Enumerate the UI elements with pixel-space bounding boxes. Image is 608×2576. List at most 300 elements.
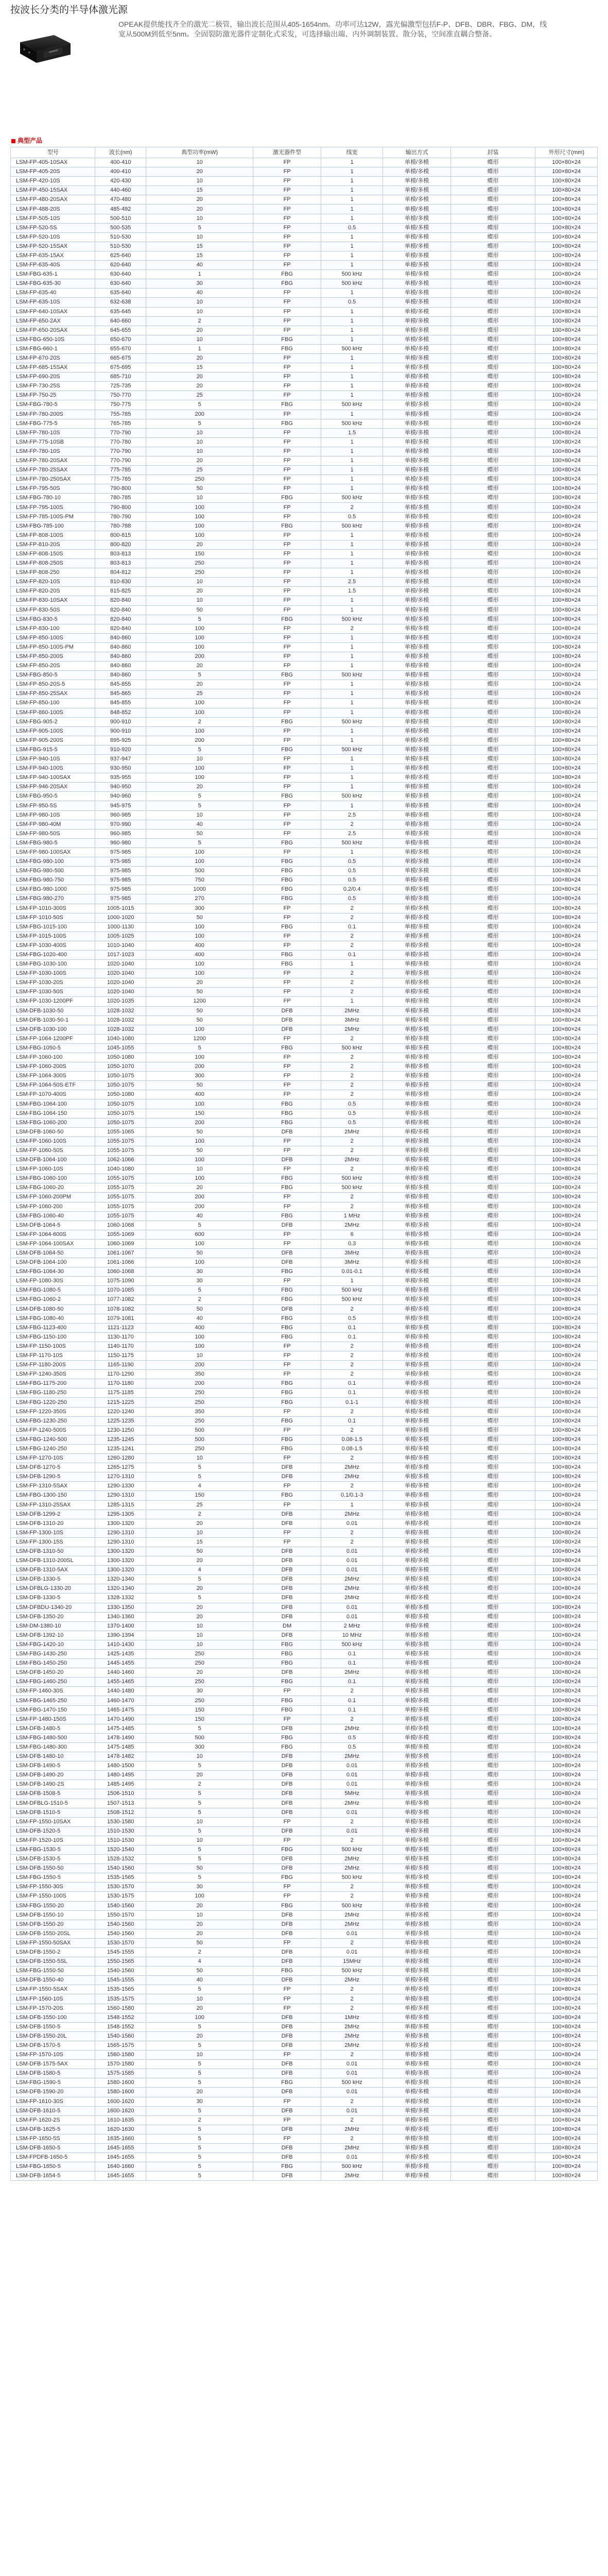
cell-wavelength: 640-660 <box>95 316 146 326</box>
cell-package: 蝶形 <box>450 1519 535 1528</box>
cell-laser-type: DFB <box>253 1864 321 1873</box>
cell-dimensions: 100×80×24 <box>535 2069 598 2078</box>
cell-power: 5 <box>146 2078 253 2088</box>
table-row <box>11 568 598 578</box>
cell-dimensions: 100×80×24 <box>535 232 598 242</box>
cell-output: 单模/多模 <box>383 326 451 335</box>
cell-laser-type: FBG <box>253 1650 321 1659</box>
cell-package: 蝶形 <box>450 867 535 876</box>
table-row <box>11 1109 598 1118</box>
cell-power: 100 <box>146 642 253 652</box>
cell-dimensions: 100×80×24 <box>535 941 598 950</box>
cell-model: LSM-DFB-1392-10 <box>11 1631 95 1640</box>
table-row <box>11 773 598 783</box>
cell-linewidth: 0.01-0.1 <box>321 1267 383 1277</box>
cell-dimensions: 100×80×24 <box>535 1547 598 1556</box>
table-row <box>11 382 598 391</box>
cell-output: 单模/多模 <box>383 1575 451 1584</box>
cell-model: LSM-DFB-1480-10 <box>11 1752 95 1761</box>
cell-model: LSM-DFB-1490-20 <box>11 1771 95 1780</box>
cell-dimensions: 100×80×24 <box>535 363 598 372</box>
cell-linewidth: 2 <box>321 1994 383 2004</box>
cell-package: 蝶形 <box>450 1621 535 1631</box>
cell-output: 单模/多模 <box>383 1127 451 1137</box>
cell-wavelength: 780-785 <box>95 494 146 503</box>
cell-package: 蝶形 <box>450 1640 535 1649</box>
cell-output: 单模/多模 <box>383 1650 451 1659</box>
table-row <box>11 1594 598 1603</box>
cell-wavelength: 1460-1470 <box>95 1696 146 1705</box>
table-row <box>11 531 598 540</box>
cell-wavelength: 1230-1250 <box>95 1426 146 1435</box>
cell-wavelength: 630-640 <box>95 270 146 279</box>
cell-power: 50 <box>146 1081 253 1090</box>
cell-output: 单模/多模 <box>383 382 451 391</box>
cell-wavelength: 1020-1035 <box>95 997 146 1006</box>
cell-wavelength: 770-790 <box>95 428 146 437</box>
cell-linewidth: 2 <box>321 820 383 829</box>
cell-laser-type: FBG <box>253 521 321 531</box>
cell-package: 蝶形 <box>450 382 535 391</box>
cell-wavelength: 1370-1400 <box>95 1621 146 1631</box>
cell-output: 单模/多模 <box>383 1510 451 1519</box>
cell-output: 单模/多模 <box>383 801 451 810</box>
cell-linewidth: 2 <box>321 1165 383 1174</box>
cell-output: 单模/多模 <box>383 1547 451 1556</box>
cell-power: 50 <box>146 1864 253 1873</box>
cell-linewidth: 2MHz <box>321 1668 383 1677</box>
cell-wavelength: 1520-1540 <box>95 1845 146 1854</box>
table-row <box>11 1826 598 1836</box>
cell-dimensions: 100×80×24 <box>535 1621 598 1631</box>
cell-output: 单模/多模 <box>383 922 451 931</box>
cell-output: 单模/多模 <box>383 1910 451 1920</box>
table-row <box>11 279 598 289</box>
cell-dimensions: 100×80×24 <box>535 1650 598 1659</box>
table-row <box>11 1855 598 1864</box>
cell-output: 单模/多模 <box>383 1528 451 1537</box>
cell-linewidth: 2 <box>321 2004 383 2013</box>
cell-linewidth: 10 MHz <box>321 1631 383 1640</box>
cell-wavelength: 1645-1655 <box>95 2153 146 2162</box>
cell-dimensions: 100×80×24 <box>535 1426 598 1435</box>
cell-dimensions: 100×80×24 <box>535 1239 598 1248</box>
cell-linewidth: 500 kHz <box>321 2162 383 2172</box>
table-row <box>11 205 598 214</box>
cell-linewidth: 2MHz <box>321 1156 383 1165</box>
cell-dimensions: 100×80×24 <box>535 419 598 428</box>
cell-output: 单模/多模 <box>383 1239 451 1248</box>
cell-output: 单模/多模 <box>383 596 451 605</box>
cell-model: LSM-FP-505-10S <box>11 214 95 223</box>
cell-linewidth: 0.1 <box>321 1379 383 1388</box>
cell-power: 40 <box>146 1976 253 1985</box>
cell-laser-type: DFB <box>253 2153 321 2162</box>
cell-model: LSM-FP-1060-200PM <box>11 1193 95 1202</box>
cell-laser-type: FP <box>253 642 321 652</box>
cell-laser-type: DFB <box>253 1799 321 1808</box>
cell-dimensions: 100×80×24 <box>535 494 598 503</box>
cell-output: 单模/多模 <box>383 2013 451 2022</box>
cell-laser-type: FP <box>253 1137 321 1146</box>
cell-linewidth: 500 kHz <box>321 1967 383 1976</box>
cell-power: 250 <box>146 568 253 578</box>
cell-dimensions: 100×80×24 <box>535 922 598 931</box>
cell-package: 蝶形 <box>450 540 535 549</box>
cell-package: 蝶形 <box>450 1528 535 1537</box>
cell-model: LSM-FP-795-50S <box>11 484 95 494</box>
cell-output: 单模/多模 <box>383 1640 451 1649</box>
cell-output: 单模/多模 <box>383 997 451 1006</box>
cell-wavelength: 1550-1565 <box>95 1957 146 1967</box>
cell-linewidth: 1 <box>321 335 383 344</box>
cell-dimensions: 100×80×24 <box>535 1668 598 1677</box>
cell-dimensions: 100×80×24 <box>535 1864 598 1873</box>
cell-laser-type: FP <box>253 605 321 615</box>
cell-package: 蝶形 <box>450 1547 535 1556</box>
cell-wavelength: 400-410 <box>95 158 146 167</box>
table-row <box>11 1761 598 1771</box>
cell-laser-type: FP <box>253 1687 321 1696</box>
cell-wavelength: 485-492 <box>95 205 146 214</box>
cell-power: 5 <box>146 792 253 801</box>
cell-wavelength: 820-840 <box>95 605 146 615</box>
cell-model: LSM-FBG-1465-250 <box>11 1696 95 1705</box>
cell-dimensions: 100×80×24 <box>535 195 598 205</box>
cell-package: 蝶形 <box>450 503 535 512</box>
cell-package: 蝶形 <box>450 167 535 177</box>
cell-linewidth: 1 <box>321 195 383 205</box>
cell-power: 100 <box>146 624 253 633</box>
cell-package: 蝶形 <box>450 1370 535 1379</box>
cell-model: LSM-FP-635-10S <box>11 298 95 307</box>
cell-package: 蝶形 <box>450 1444 535 1453</box>
cell-power: 5 <box>146 2041 253 2050</box>
cell-power: 10 <box>146 2050 253 2060</box>
cell-dimensions: 100×80×24 <box>535 2041 598 2050</box>
cell-linewidth: 500 kHz <box>321 521 383 531</box>
cell-model: LSM-FP-780-25SAX <box>11 466 95 475</box>
cell-output: 单模/多模 <box>383 1444 451 1453</box>
table-row <box>11 521 598 531</box>
cell-model: LSM-FBG-1530-5 <box>11 1845 95 1854</box>
cell-laser-type: FP <box>253 540 321 549</box>
cell-package: 蝶形 <box>450 2125 535 2134</box>
cell-power: 10 <box>146 177 253 186</box>
cell-wavelength: 1050-1075 <box>95 1109 146 1118</box>
cell-linewidth: 1 <box>321 158 383 167</box>
cell-dimensions: 100×80×24 <box>535 745 598 754</box>
cell-wavelength: 625-640 <box>95 251 146 260</box>
cell-laser-type: FBG <box>253 1379 321 1388</box>
cell-power: 20 <box>146 2004 253 2013</box>
cell-laser-type: FP <box>253 1528 321 1537</box>
cell-laser-type: DFB <box>253 2143 321 2153</box>
cell-wavelength: 790-800 <box>95 503 146 512</box>
cell-dimensions: 100×80×24 <box>535 876 598 885</box>
table-row <box>11 2022 598 2031</box>
cell-linewidth: 2MHz <box>321 1976 383 1985</box>
cell-output: 单模/多模 <box>383 726 451 736</box>
cell-dimensions: 100×80×24 <box>535 978 598 988</box>
cell-power: 50 <box>146 1967 253 1976</box>
cell-dimensions: 100×80×24 <box>535 1957 598 1967</box>
table-row <box>11 419 598 428</box>
cell-laser-type: FP <box>253 913 321 922</box>
cell-wavelength: 1290-1310 <box>95 1537 146 1547</box>
cell-dimensions: 100×80×24 <box>535 466 598 475</box>
cell-power: 250 <box>146 1677 253 1687</box>
cell-output: 单模/多模 <box>383 1202 451 1211</box>
cell-package: 蝶形 <box>450 578 535 587</box>
cell-dimensions: 100×80×24 <box>535 1659 598 1668</box>
cell-power: 250 <box>146 1388 253 1398</box>
cell-laser-type: DFB <box>253 1826 321 1836</box>
table-row <box>11 904 598 913</box>
cell-dimensions: 100×80×24 <box>535 1156 598 1165</box>
cell-output: 单模/多模 <box>383 521 451 531</box>
cell-model: LSM-FBG-1230-250 <box>11 1416 95 1426</box>
table-row <box>11 931 598 941</box>
cell-model: LSM-FP-820-20S <box>11 587 95 596</box>
cell-laser-type: FBG <box>253 857 321 867</box>
cell-dimensions: 100×80×24 <box>535 1165 598 1174</box>
table-row <box>11 820 598 829</box>
cell-linewidth: 2 <box>321 988 383 997</box>
cell-laser-type: FBG <box>253 894 321 904</box>
cell-linewidth: 0.01 <box>321 1929 383 1938</box>
cell-output: 单模/多模 <box>383 391 451 400</box>
cell-laser-type: DFB <box>253 2022 321 2031</box>
cell-laser-type: FP <box>253 587 321 596</box>
cell-model: LSM-FBG-1020-400 <box>11 950 95 959</box>
cell-power: 5 <box>146 2143 253 2153</box>
col-header-model: 型号 <box>11 147 95 158</box>
cell-model: LSM-FP-480-20SAX <box>11 195 95 205</box>
cell-linewidth: 500 kHz <box>321 615 383 624</box>
cell-dimensions: 100×80×24 <box>535 456 598 466</box>
table-row <box>11 745 598 754</box>
cell-wavelength: 1050-1075 <box>95 1072 146 1081</box>
cell-linewidth: 0.5 <box>321 512 383 521</box>
cell-laser-type: FP <box>253 904 321 913</box>
table-row <box>11 867 598 876</box>
cell-model: LSM-FP-850-200S <box>11 652 95 661</box>
cell-package: 蝶形 <box>450 950 535 959</box>
cell-model: LSM-DFBLG-1330-20 <box>11 1584 95 1594</box>
cell-linewidth: 2MHz <box>321 1594 383 1603</box>
cell-model: LSM-DFB-1490-2S <box>11 1780 95 1789</box>
cell-laser-type: DFB <box>253 1127 321 1137</box>
cell-linewidth: 2 <box>321 1370 383 1379</box>
cell-power: 100 <box>146 521 253 531</box>
cell-linewidth: 500 kHz <box>321 419 383 428</box>
cell-model: LSM-DFB-1550-5 <box>11 2022 95 2031</box>
cell-wavelength: 1535-1565 <box>95 1985 146 1994</box>
cell-output: 单模/多模 <box>383 158 451 167</box>
table-row <box>11 1062 598 1072</box>
cell-package: 蝶形 <box>450 419 535 428</box>
table-row <box>11 1537 598 1547</box>
cell-model: LSM-FP-980-40M <box>11 820 95 829</box>
cell-dimensions: 100×80×24 <box>535 223 598 232</box>
cell-dimensions: 100×80×24 <box>535 1855 598 1864</box>
table-row <box>11 270 598 279</box>
cell-output: 单模/多模 <box>383 353 451 363</box>
cell-package: 蝶形 <box>450 186 535 195</box>
cell-model: LSM-DFB-1654-5 <box>11 2172 95 2181</box>
cell-linewidth: 1 <box>321 559 383 568</box>
cell-wavelength: 1548-1552 <box>95 2013 146 2022</box>
cell-laser-type: DFB <box>253 2013 321 2022</box>
cell-wavelength: 1020-1040 <box>95 988 146 997</box>
cell-dimensions: 100×80×24 <box>535 1594 598 1603</box>
cell-linewidth: 500 kHz <box>321 2078 383 2088</box>
cell-wavelength: 1508-1512 <box>95 1808 146 1817</box>
cell-output: 单模/多模 <box>383 1286 451 1295</box>
cell-wavelength: 975-985 <box>95 867 146 876</box>
cell-model: LSM-DFB-1310-200SL <box>11 1556 95 1566</box>
cell-model: LSM-FP-1550-50SAX <box>11 1938 95 1947</box>
cell-laser-type: FP <box>253 829 321 838</box>
cell-wavelength: 1225-1235 <box>95 1416 146 1426</box>
cell-output: 单模/多模 <box>383 1398 451 1407</box>
cell-model: LSM-FP-905-200S <box>11 736 95 745</box>
cell-dimensions: 100×80×24 <box>535 1733 598 1742</box>
cell-laser-type: FBG <box>253 1388 321 1398</box>
table-row <box>11 2050 598 2060</box>
cell-power: 2 <box>146 717 253 726</box>
cell-wavelength: 810-830 <box>95 578 146 587</box>
cell-linewidth: 0.01 <box>321 1547 383 1556</box>
cell-package: 蝶形 <box>450 1808 535 1817</box>
cell-wavelength: 1285-1315 <box>95 1500 146 1510</box>
cell-power: 5 <box>146 1575 253 1584</box>
cell-wavelength: 1235-1245 <box>95 1435 146 1444</box>
cell-power: 750 <box>146 876 253 885</box>
cell-linewidth: 0.01 <box>321 1556 383 1566</box>
cell-dimensions: 100×80×24 <box>535 1370 598 1379</box>
cell-linewidth: 2 <box>321 624 383 633</box>
cell-linewidth: 2MHz <box>321 1920 383 1929</box>
cell-wavelength: 975-985 <box>95 885 146 894</box>
cell-output: 单模/多模 <box>383 1938 451 1947</box>
cell-wavelength: 1020-1040 <box>95 978 146 988</box>
cell-linewidth: 2 <box>321 941 383 950</box>
cell-output: 单模/多模 <box>383 1892 451 1901</box>
intro-text: OPEAK提供能找齐全的激光二极管，输出波长范围从405-1654nm。功率可达12W，露光偏激型包括F-P、DFB、DBR、FBG、DM，线宽从500M到低至5nm。全固裂防激光器件定制化式采发，可选择输出端、内外调制装置、散分装，空间准直耦合整备。 <box>118 20 547 38</box>
cell-wavelength: 1645-1655 <box>95 2172 146 2181</box>
cell-dimensions: 100×80×24 <box>535 1761 598 1771</box>
cell-power: 400 <box>146 1090 253 1099</box>
cell-linewidth: 0.5 <box>321 1118 383 1127</box>
cell-linewidth: 1 <box>321 289 383 298</box>
cell-output: 单模/多模 <box>383 1967 451 1976</box>
cell-output: 单模/多模 <box>383 1156 451 1165</box>
cell-output: 单模/多模 <box>383 969 451 978</box>
cell-linewidth: 2 <box>321 1361 383 1370</box>
cell-dimensions: 100×80×24 <box>535 838 598 848</box>
cell-wavelength: 655-670 <box>95 344 146 353</box>
cell-wavelength: 1540-1560 <box>95 2031 146 2041</box>
cell-model: LSM-FBG-1300-150 <box>11 1491 95 1500</box>
cell-linewidth: 2MHz <box>321 1463 383 1472</box>
cell-output: 单模/多模 <box>383 1015 451 1025</box>
cell-model: LSM-DFB-1480-5 <box>11 1724 95 1733</box>
cell-linewidth: 2 <box>321 1193 383 1202</box>
cell-model: LSM-FBG-1064-30 <box>11 1267 95 1277</box>
table-row <box>11 1426 598 1435</box>
cell-laser-type: FP <box>253 232 321 242</box>
cell-wavelength: 1528-1532 <box>95 1855 146 1864</box>
table-row <box>11 997 598 1006</box>
cell-power: 400 <box>146 1323 253 1332</box>
cell-wavelength: 1580-1600 <box>95 2088 146 2097</box>
cell-laser-type: DFB <box>253 1761 321 1771</box>
cell-power: 5 <box>146 1826 253 1836</box>
cell-wavelength: 1290-1310 <box>95 1491 146 1500</box>
cell-output: 单模/多模 <box>383 2078 451 2088</box>
cell-dimensions: 100×80×24 <box>535 1025 598 1034</box>
cell-laser-type: FBG <box>253 1332 321 1342</box>
cell-model: LSM-FP-635-15AX <box>11 251 95 260</box>
table-row <box>11 410 598 419</box>
cell-laser-type: DFB <box>253 1771 321 1780</box>
cell-dimensions: 100×80×24 <box>535 475 598 484</box>
cell-package: 蝶形 <box>450 2106 535 2115</box>
cell-package: 蝶形 <box>450 270 535 279</box>
table-row <box>11 1659 598 1668</box>
table-row <box>11 652 598 661</box>
cell-laser-type: FP <box>253 1193 321 1202</box>
cell-model: LSM-FP-830-50S <box>11 605 95 615</box>
cell-output: 单模/多模 <box>383 503 451 512</box>
table-row <box>11 475 598 484</box>
cell-model: LSM-FBG-980-270 <box>11 894 95 904</box>
cell-dimensions: 100×80×24 <box>535 1817 598 1826</box>
cell-package: 蝶形 <box>450 1612 535 1621</box>
cell-laser-type: FP <box>253 1892 321 1901</box>
cell-output: 单模/多模 <box>383 2088 451 2097</box>
cell-wavelength: 775-785 <box>95 475 146 484</box>
cell-output: 单模/多模 <box>383 1491 451 1500</box>
cell-wavelength: 800-815 <box>95 531 146 540</box>
cell-laser-type: FBG <box>253 419 321 428</box>
table-row <box>11 261 598 270</box>
cell-package: 蝶形 <box>450 764 535 773</box>
table-row <box>11 2004 598 2013</box>
cell-dimensions: 100×80×24 <box>535 1687 598 1696</box>
cell-output: 单模/多模 <box>383 1248 451 1258</box>
cell-linewidth: 1 <box>321 549 383 558</box>
cell-laser-type: FP <box>253 456 321 466</box>
cell-package: 蝶形 <box>450 559 535 568</box>
cell-dimensions: 100×80×24 <box>535 167 598 177</box>
table-row <box>11 1081 598 1090</box>
cell-wavelength: 1478-1490 <box>95 1733 146 1742</box>
cell-laser-type: FP <box>253 755 321 764</box>
cell-dimensions: 100×80×24 <box>535 867 598 876</box>
cell-package: 蝶形 <box>450 1948 535 1957</box>
cell-dimensions: 100×80×24 <box>535 559 598 568</box>
cell-model: LSM-FP-905-100S <box>11 726 95 736</box>
cell-laser-type: FBG <box>253 2078 321 2088</box>
cell-model: LSM-FP-980-100SAX <box>11 848 95 857</box>
cell-package: 蝶形 <box>450 391 535 400</box>
cell-linewidth: 0.1 <box>321 1677 383 1687</box>
cell-power: 1 <box>146 344 253 353</box>
cell-package: 蝶形 <box>450 2004 535 2013</box>
